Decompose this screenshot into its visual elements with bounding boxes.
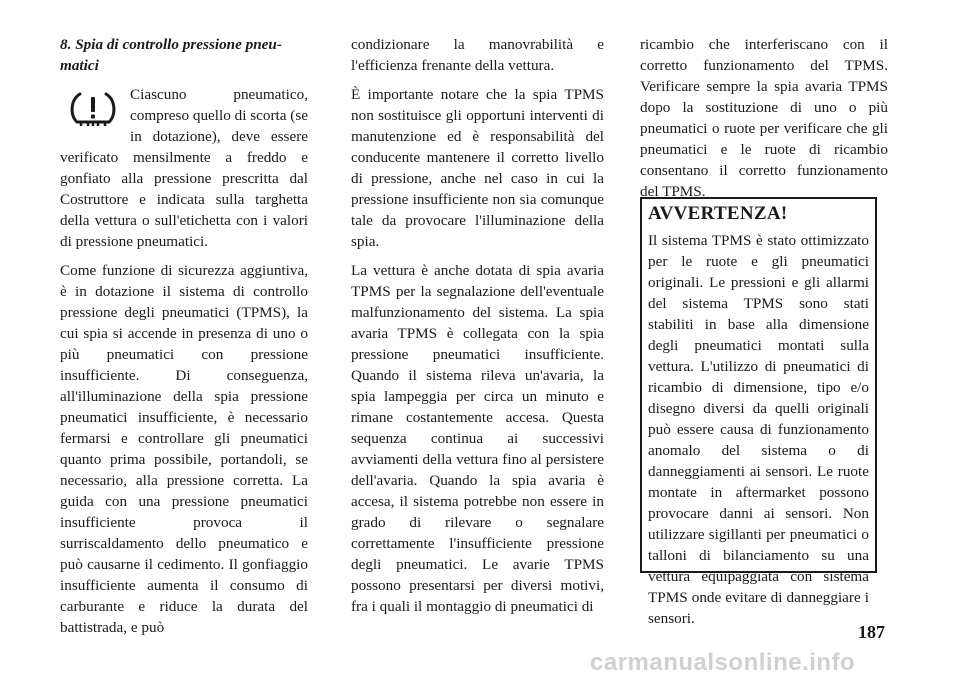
- paragraph-tpms-function: Come funzione di sicurezza aggiuntiva, è in dotazione il sistema di controllo pressione degli pneumatici (TPMS), la cui spia si accende in presenza di uno o più pneumatici con pressione insufficiente. Di conseguenza, all'illuminazione della spia pressione pneumatici insufficiente, è necessario fermarsi e controllare gli pneumatici quanto prima possibile, portandoli, se necessario, alla pressione corretta. La guida con una pressione pneumatici insufficiente provoca il surriscaldamento dello pneumatico e può causarne il cedimento. Il gonfiaggio insufficiente aumenta il consumo di carburante e riduce la durata del battistrada, e può: [60, 262, 308, 636]
- paragraph-tire-check: Ciascuno pneumatico, compreso quello di scorta (se in dotazione), deve essere verificato mensilmente a freddo e gonfiato alla pressione prescritta dal Costruttore e indicata sulla targhetta della vettura o sull'etichetta con i valori di pressione pneumatici.: [60, 86, 308, 250]
- text-column-2: [351, 34, 604, 625]
- section-heading: 8. Spia di controllo pressione pneu-matici: [60, 36, 282, 74]
- text-column-3: [640, 34, 888, 210]
- warning-text: Il sistema TPMS è stato ottimizzato per le ruote e gli pneumatici originali. Le pressioni e gli allarmi del sistema TPMS sono stati stabiliti in base alla dimensione degli pneumatici montati sulla vettura. L'utilizzo di pneumatici di ricambio di dimensione, tipo e/o disegno diversi da quelli originali può essere causa di funzionamento anomalo del sistema o di danneggiamenti ai sensori. Le ruote montate in aftermarket possono provocare danni ai sensori. Non utilizzare sigillanti per pneumatici o talloni di bilanciamento su una vettura equipaggiata con sistema TPMS onde evitare di danneggiare i sensori.: [648, 232, 869, 627]
- paragraph-handling: condizionare la manovrabilità e l'efficienza frenante della vettura.: [351, 36, 604, 74]
- watermark: carmanualsonline.info: [590, 649, 856, 676]
- warning-box: [640, 197, 877, 627]
- paragraph-tpms-fault: La vettura è anche dotata di spia avaria TPMS per la segnalazione dell'eventuale malfunzionamento del sistema. La spia avaria TPMS è collegata con la spia pressione pneumatici insufficiente. Quando il sistema rileva un'avaria, la spia lampeggia per circa un minuto e rimane costantemente accesa. Questa sequenza continua ai successivi avviamenti della vettura fino al persistere dell'avaria. Quando la spia avaria è accesa, il sistema potrebbe non essere in grado di rilevare o segnalare correttamente l'insufficiente pressione degli pneumatici. Le avarie TPMS possono presentarsi per diversi motivi, fra i quali il montaggio di pneumatici di: [351, 262, 604, 615]
- page-number: 187: [858, 622, 885, 642]
- paragraph-replacement-check: ricambio che interferiscano con il corretto funzionamento del TPMS. Verificare sempre la spia avaria TPMS dopo la sostituzione di uno o più pneumatici o ruote per verificare che gli pneumatici e le ruote di ricambio consentano il corretto funzionamento del TPMS.: [640, 36, 888, 200]
- tire-pressure-warning-icon: [64, 89, 122, 129]
- text-column-1: [60, 34, 308, 646]
- paragraph-maintenance-note: È importante notare che la spia TPMS non sostituisce gli opportuni interventi di manutenzione ed è responsabilità del conducente mantenere il corretto livello di pressione, anche nel caso in cui la pressione insufficiente non sia comunque tale da provocare l'illuminazione della spia.: [351, 86, 604, 250]
- warning-title: AVVERTENZA!: [648, 203, 788, 224]
